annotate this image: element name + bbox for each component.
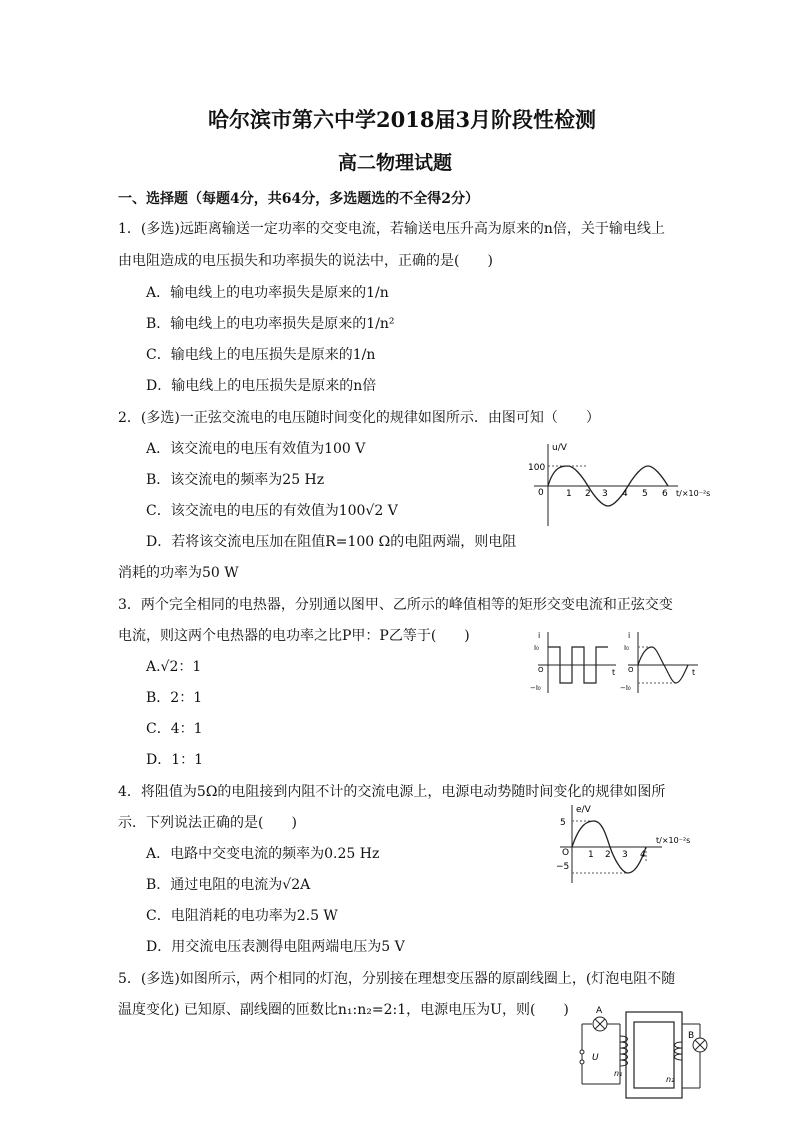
q2-xtick-4: 4: [622, 489, 628, 499]
question-2-option-a: A．该交流电的电压有效值为100 V: [146, 441, 366, 457]
q2-xtick-6: 6: [662, 489, 668, 499]
svg-text:t: t: [612, 668, 616, 677]
svg-text:i: i: [538, 631, 541, 640]
question-5-line1: 5．(多选)如图所示，两个相同的灯泡，分别接在理想变压器的原副线圈上，(灯泡电阻不随: [118, 971, 676, 987]
section-heading: 一、选择题（每题4分，共64分，多选题选的不全得2分）: [118, 191, 479, 207]
lamp-b-label: B: [688, 1031, 695, 1041]
q2-xtick-3: 3: [602, 489, 608, 499]
q2-xtick-2: 2: [585, 489, 591, 499]
q4-ytick-bottom: −5: [556, 862, 570, 872]
question-1-line1: 1．(多选)远距离输送一定功率的交变电流，若输送电压升高为原来的n倍，关于输电线上: [118, 221, 665, 237]
question-4-option-d: D．用交流电压表测得电阻两端电压为5 V: [146, 939, 405, 955]
question-2-option-b: B．该交流电的频率为25 Hz: [146, 472, 325, 488]
svg-text:t: t: [692, 668, 696, 677]
q2-xlabel: t/×10⁻²s: [676, 489, 711, 498]
q4-xtick-1: 1: [588, 850, 594, 860]
n2-label: n₂: [666, 1075, 675, 1084]
q4-origin: O: [562, 848, 570, 858]
source-label: U: [592, 1053, 599, 1063]
q4-xtick-4: 4: [640, 850, 646, 860]
question-2-graph: [528, 440, 718, 530]
question-3-graph-square: [530, 630, 620, 695]
q4-xtick-3: 3: [622, 850, 628, 860]
question-3-line1: 3．两个完全相同的电热器，分别通以图甲、乙所示的峰值相等的矩形交变电流和正弦交变: [118, 597, 673, 613]
q4-ylabel: e/V: [576, 805, 591, 815]
question-5-line2: 温度变化) 已知原、副线圈的匝数比n₁:n₂=2:1，电源电压为U，则( ): [118, 1002, 569, 1018]
question-3-option-c: C．4：1: [146, 721, 203, 737]
svg-text:−I₀: −I₀: [530, 684, 541, 692]
question-3-option-d: D．1：1: [146, 752, 204, 768]
question-2-tail: 消耗的功率为50 W: [118, 565, 239, 581]
question-2-option-c: C．该交流电的电压的有效值为100√2 V: [146, 503, 398, 519]
svg-text:I₀: I₀: [624, 644, 629, 652]
q4-xtick-2: 2: [605, 850, 611, 860]
q2-ytick: 100: [528, 463, 546, 473]
q2-xtick-1: 1: [566, 489, 572, 499]
question-2-option-d: D．若将该交流电压加在阻值R=100 Ω的电阻两端，则电阻: [146, 534, 517, 550]
question-4-option-c: C．电阻消耗的电功率为2.5 W: [146, 908, 338, 924]
question-2-line1: 2．(多选)一正弦交流电的电压随时间变化的规律如图所示．由图可知（ ）: [118, 410, 600, 426]
question-5-transformer-diagram: [570, 1002, 716, 1102]
svg-text:i: i: [628, 631, 631, 640]
svg-text:O: O: [628, 666, 634, 674]
q2-xtick-5: 5: [642, 489, 648, 499]
question-4-graph: [552, 803, 712, 885]
question-3-option-a: A.√2：1: [146, 659, 202, 675]
question-1-option-a: A．输电线上的电功率损失是原来的1/n: [146, 285, 389, 301]
question-4-line2: 示．下列说法正确的是( ): [118, 815, 297, 831]
lamp-a-label: A: [596, 1006, 603, 1016]
question-1-line2: 由电阻造成的电压损失和功率损失的说法中，正确的是( ): [118, 253, 493, 269]
page-subtitle: 高二物理试题: [338, 152, 453, 174]
question-4-option-a: A．电路中交变电流的频率为0.25 Hz: [146, 846, 380, 862]
q2-ylabel: u/V: [552, 443, 567, 453]
svg-text:I₀: I₀: [534, 644, 539, 652]
q4-xlabel: t/×10⁻²s: [656, 836, 691, 845]
question-4-option-b: B．通过电阻的电流为√2A: [146, 877, 311, 893]
question-3-line2: 电流，则这两个电热器的电功率之比P甲：P乙等于( ): [118, 628, 470, 644]
question-1-option-c: C．输电线上的电压损失是原来的1/n: [146, 347, 376, 363]
svg-text:O: O: [538, 666, 544, 674]
question-3-option-b: B．2：1: [146, 690, 203, 706]
question-3-graph-sine: [620, 630, 700, 695]
question-1-option-d: D．输电线上的电压损失是原来的n倍: [146, 378, 377, 394]
page-title: 哈尔滨市第六中学2018届3月阶段性检测: [208, 107, 597, 132]
question-4-line1: 4．将阻值为5Ω的电阻接到内阻不计的交流电源上，电源电动势随时间变化的规律如图所: [118, 784, 666, 800]
svg-text:−I₀: −I₀: [620, 684, 631, 692]
question-1-option-b: B．输电线上的电功率损失是原来的1/n²: [146, 316, 395, 332]
q2-origin: 0: [538, 488, 544, 498]
n1-label: n₁: [614, 1069, 623, 1078]
q4-ytick-top: 5: [560, 818, 566, 828]
